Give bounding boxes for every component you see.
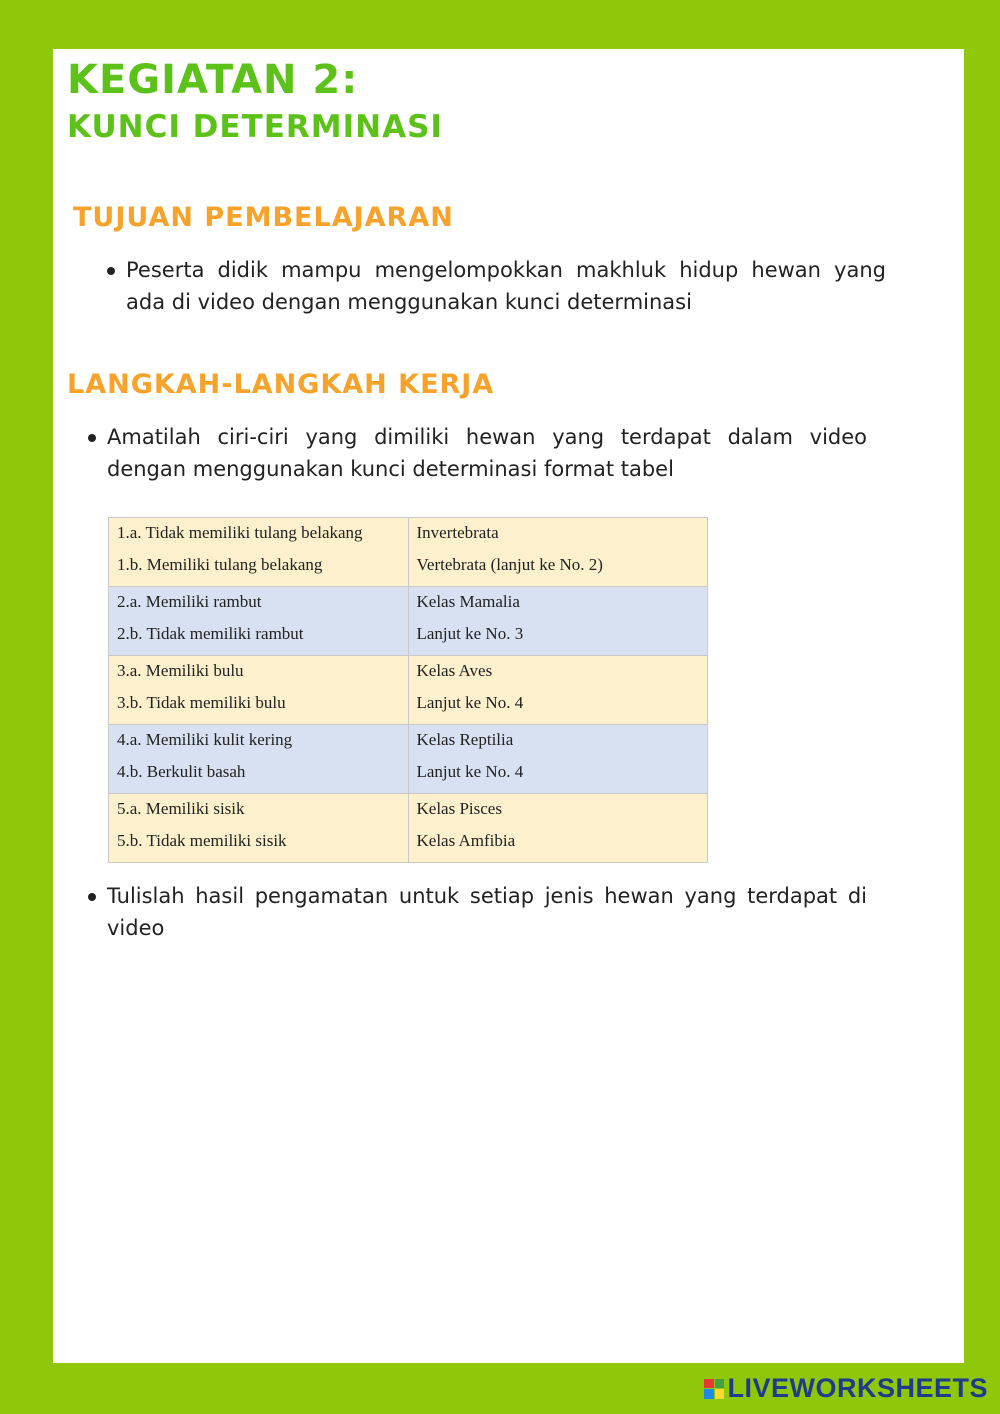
table-row xyxy=(109,656,708,725)
section-heading-steps: LANGKAH-LANGKAH KERJA xyxy=(67,369,495,400)
cell-text: Lanjut ke No. 4 xyxy=(416,693,524,712)
liveworksheets-logo xyxy=(704,1373,988,1404)
cell-text: 4.a. Memiliki kulit kering xyxy=(117,730,293,749)
worksheet-page xyxy=(53,49,964,1363)
cell-text: Kelas Reptilia xyxy=(416,730,514,749)
list-item: Tulislah hasil pengamatan untuk setiap jenis hewan yang terdapat di video xyxy=(107,880,867,944)
cell-text: 3.a. Memiliki bulu xyxy=(117,661,244,680)
determination-key-table xyxy=(108,517,708,863)
table-cell xyxy=(408,794,708,863)
cell-text: 5.a. Memiliki sisik xyxy=(117,799,245,818)
cell-text: 5.b. Tidak memiliki sisik xyxy=(117,831,287,850)
cell-text: Kelas Aves xyxy=(416,661,493,680)
cell-text: 3.b. Tidak memiliki bulu xyxy=(117,693,286,712)
table-cell xyxy=(408,725,708,794)
table-cell xyxy=(109,587,409,656)
objectives-list xyxy=(126,254,886,318)
table-cell xyxy=(109,656,409,725)
table-cell xyxy=(408,518,708,587)
cell-text: Vertebrata (lanjut ke No. 2) xyxy=(416,555,603,574)
logo-icon xyxy=(704,1379,724,1399)
cell-text: 1.a. Tidak memiliki tulang belakang xyxy=(117,523,363,542)
cell-text: 2.a. Memiliki rambut xyxy=(117,592,262,611)
cell-text: 1.b. Memiliki tulang belakang xyxy=(117,555,323,574)
table-cell xyxy=(109,518,409,587)
table-row xyxy=(109,725,708,794)
table-cell xyxy=(408,587,708,656)
table-row xyxy=(109,518,708,587)
page-title: KEGIATAN 2: xyxy=(67,57,359,103)
list-item: Peserta didik mampu mengelompokkan makhluk hidup hewan yang ada di video dengan menggunakan kunci determinasi xyxy=(126,254,886,318)
cell-text: Lanjut ke No. 3 xyxy=(416,624,524,643)
steps-list-continued xyxy=(107,880,867,944)
cell-text: Kelas Amfibia xyxy=(416,831,516,850)
cell-text: Kelas Pisces xyxy=(416,799,502,818)
cell-text: 2.b. Tidak memiliki rambut xyxy=(117,624,304,643)
cell-text: Lanjut ke No. 4 xyxy=(416,762,524,781)
table-cell xyxy=(109,794,409,863)
cell-text: Invertebrata xyxy=(416,523,499,542)
steps-list xyxy=(107,421,867,485)
cell-text: Kelas Mamalia xyxy=(416,592,520,611)
table-row xyxy=(109,794,708,863)
list-item: Amatilah ciri-ciri yang dimiliki hewan yang terdapat dalam video dengan menggunakan kunci determinasi format tabel xyxy=(107,421,867,485)
table-cell xyxy=(109,725,409,794)
logo-text: LIVEWORKSHEETS xyxy=(727,1373,988,1403)
cell-text: 4.b. Berkulit basah xyxy=(117,762,246,781)
table-row xyxy=(109,587,708,656)
page-subtitle: KUNCI DETERMINASI xyxy=(67,109,443,145)
section-heading-objectives: TUJUAN PEMBELAJARAN xyxy=(73,202,454,233)
table-cell xyxy=(408,656,708,725)
